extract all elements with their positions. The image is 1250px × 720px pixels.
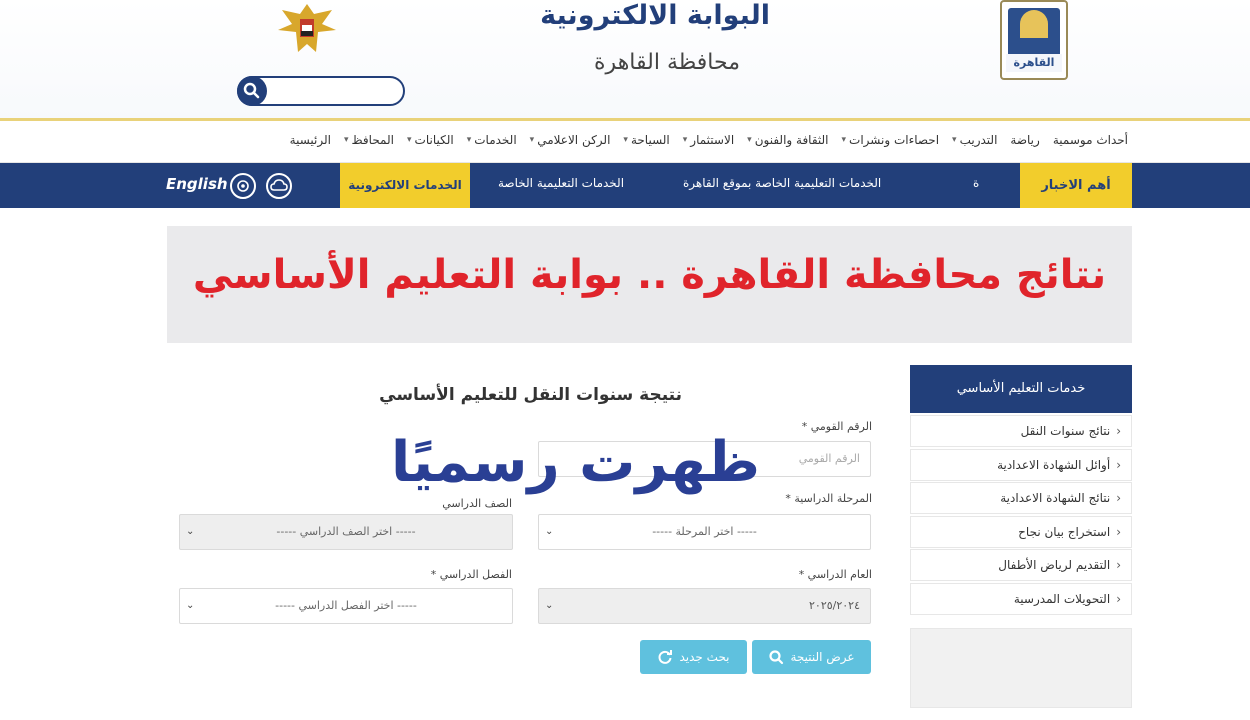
news-ticker-item[interactable]: الخدمات التعليمية الخاصة <box>498 176 625 190</box>
eservices-button[interactable]: الخدمات الالكترونية <box>340 163 470 208</box>
year-label: العام الدراسي * <box>798 568 872 581</box>
sidebar-item-label: استخراج بيان نجاح <box>1018 524 1111 539</box>
chevron-down-icon: ▾ <box>623 135 628 145</box>
grade-select-value: ----- اختر الصف الدراسي ----- <box>276 525 416 538</box>
chevron-down-icon: ⌄ <box>186 526 195 537</box>
sidebar-item[interactable] <box>910 549 1132 581</box>
nav-item[interactable] <box>842 133 940 147</box>
chevron-down-icon: ▾ <box>952 135 957 145</box>
logo-text: القاهرة <box>1006 54 1062 72</box>
nav-item[interactable] <box>747 133 828 147</box>
search-input[interactable] <box>273 80 399 102</box>
news-ticker-item[interactable]: ة <box>973 176 980 190</box>
nav-item[interactable] <box>952 133 997 147</box>
sidebar-item-label: أوائل الشهادة الاعدادية <box>997 457 1111 472</box>
refresh-icon <box>657 649 673 665</box>
sidebar-item[interactable] <box>910 415 1132 447</box>
chevron-left-icon: ‹ <box>1116 591 1121 606</box>
year-select-value: ٢٠٢٥/٢٠٢٤ <box>809 599 860 612</box>
sidebar-item-label: نتائج سنوات النقل <box>1020 424 1111 438</box>
nav-item-label: الركن الاعلامي <box>537 133 611 147</box>
chevron-left-icon: ‹ <box>1116 558 1121 572</box>
chevron-down-icon: ⌄ <box>545 526 554 537</box>
news-label: أهم الاخبار <box>1020 163 1132 208</box>
banner-title: نتائج محافظة القاهرة .. بوابة التعليم الأساسي <box>192 252 1107 298</box>
sidebar-empty-panel <box>910 628 1132 708</box>
sidebar-item[interactable] <box>910 482 1132 514</box>
grade-select[interactable] <box>179 514 513 550</box>
search-button[interactable] <box>237 76 267 106</box>
nav-item-label: السياحة <box>630 133 670 147</box>
year-select[interactable] <box>538 588 871 624</box>
nav-item[interactable] <box>683 133 734 147</box>
chevron-left-icon: ‹ <box>1116 524 1121 539</box>
nav-item-label: رياضة <box>1010 133 1040 147</box>
nav-item-label: الرئيسية <box>289 133 331 147</box>
egypt-eagle-emblem-icon <box>272 0 342 56</box>
chevron-down-icon: ▾ <box>529 135 535 145</box>
sidebar-item[interactable] <box>910 516 1132 548</box>
nav-item[interactable] <box>290 133 331 147</box>
news-bar <box>0 163 1250 208</box>
new-search-label: بحث جديد <box>679 650 730 664</box>
chevron-down-icon: ▾ <box>466 135 472 145</box>
chevron-down-icon: ▾ <box>841 135 847 145</box>
nav-item-label: الكيانات <box>414 133 454 147</box>
overlay-announcement: ظهرت رسميًا <box>390 430 760 495</box>
nav-item-label: التدريب <box>959 133 998 147</box>
sidebar-item-label: التحويلات المدرسية <box>1013 591 1111 606</box>
nav-item[interactable] <box>530 133 611 147</box>
results-banner <box>167 226 1132 343</box>
chevron-left-icon: ‹ <box>1116 457 1121 472</box>
term-select[interactable] <box>179 588 513 624</box>
term-select-value: ----- اختر الفصل الدراسي ----- <box>275 599 417 612</box>
show-result-button[interactable] <box>752 640 871 674</box>
site-subtitle: محافظة القاهرة <box>594 50 740 75</box>
nav-item[interactable] <box>623 133 669 147</box>
nav-item-label: أحداث موسمية <box>1052 133 1128 147</box>
accessibility-icon[interactable] <box>230 173 256 199</box>
nav-item-label: المحافظ <box>351 133 394 147</box>
sidebar-item-label: نتائج الشهادة الاعدادية <box>1000 491 1111 505</box>
form-title: نتيجة سنوات النقل للتعليم الأساسي <box>379 385 682 405</box>
news-ticker[interactable] <box>473 163 1018 208</box>
new-search-button[interactable] <box>640 640 747 674</box>
show-result-label: عرض النتيجة <box>790 650 855 664</box>
nav-item-label: احصاءات ونشرات <box>849 133 940 147</box>
chevron-down-icon: ▾ <box>682 135 688 145</box>
stage-select[interactable] <box>538 514 871 550</box>
chevron-left-icon: ‹ <box>1116 424 1121 438</box>
national-id-label: الرقم القومي * <box>801 420 872 433</box>
chevron-down-icon: ▾ <box>747 135 752 145</box>
nav-item-label: الخدمات <box>474 133 517 147</box>
national-id-placeholder: الرقم القومي <box>798 452 860 465</box>
cairo-governorate-logo[interactable] <box>1000 0 1068 80</box>
nav-item[interactable] <box>1053 133 1128 147</box>
site-header <box>0 0 1250 120</box>
main-nav <box>0 121 1250 163</box>
grade-label: الصف الدراسي <box>442 497 512 510</box>
sidebar-item[interactable] <box>910 583 1132 615</box>
nav-item[interactable] <box>467 133 517 147</box>
nav-item[interactable] <box>407 133 454 147</box>
cloud-icon[interactable] <box>266 173 292 199</box>
nav-item-label: الاستثمار <box>690 133 735 147</box>
stage-select-value: ----- اختر المرحلة ----- <box>652 525 757 538</box>
main-nav-list <box>290 133 1128 147</box>
chevron-down-icon: ▾ <box>407 135 412 145</box>
search-box <box>237 76 405 106</box>
chevron-down-icon: ⌄ <box>545 600 554 611</box>
language-switch-link[interactable]: English <box>166 175 228 193</box>
sidebar-item[interactable] <box>910 449 1132 481</box>
chevron-down-icon: ▾ <box>344 135 349 145</box>
nav-item[interactable] <box>344 133 394 147</box>
search-icon <box>237 76 267 106</box>
sidebar-title: خدمات التعليم الأساسي <box>910 365 1132 413</box>
term-label: الفصل الدراسي * <box>430 568 512 581</box>
sidebar-item-label: التقديم لرياض الأطفال <box>998 558 1111 572</box>
nav-item[interactable] <box>1010 133 1039 147</box>
chevron-down-icon: ⌄ <box>186 600 195 611</box>
site-title: البوابة الالكترونية <box>540 0 770 31</box>
news-ticker-item[interactable]: الخدمات التعليمية الخاصة بموقع القاهرة <box>683 176 882 190</box>
nav-item-label: الثقافة والفنون <box>754 133 829 147</box>
chevron-left-icon: ‹ <box>1116 491 1121 505</box>
search-icon <box>768 649 784 665</box>
stage-label: المرحلة الدراسية * <box>785 492 872 505</box>
